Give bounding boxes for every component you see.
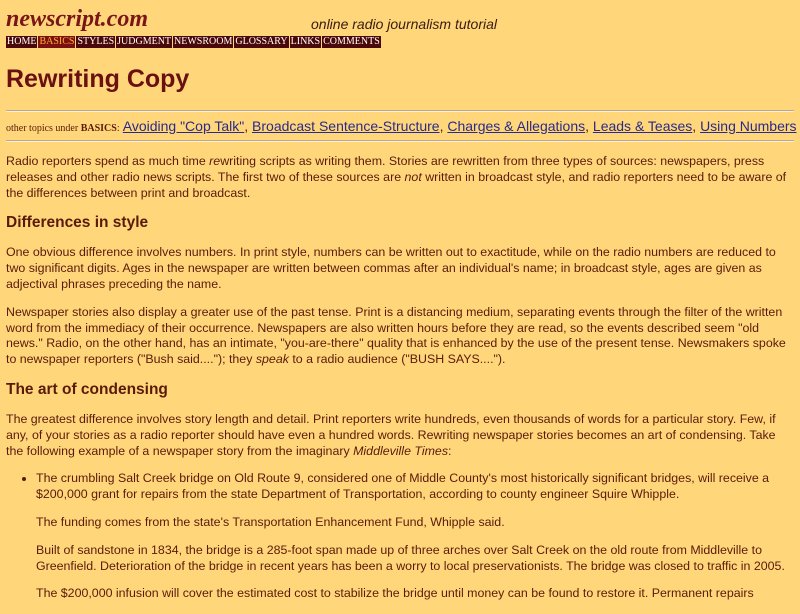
topic-link-charges-allegations[interactable]: Charges & Allegations xyxy=(447,118,586,134)
divider-bottom xyxy=(6,140,794,142)
topics-prefix-colon: : xyxy=(116,123,120,134)
topic-link-leads-teases[interactable]: Leads & Teases xyxy=(592,118,693,134)
numbers-paragraph: One obvious difference involves numbers. In print style, numbers can be written out to exactitude, while on the radio numbers are reduced to two significant digits. Ages in the newspaper are written between commas after an individual's name; in broadcast style, ages are given as adjectival phrases preceding the name. xyxy=(6,245,776,291)
related-topics: other topics under BASICS: Avoiding "Cop Talk", Broadcast Sentence-Structure, Charges & Allegations, Leads & Teases, Using Numbers xyxy=(6,118,797,134)
page-title: Rewriting Copy xyxy=(6,65,190,93)
intro-text-a: Radio reporters spend as much time xyxy=(6,154,210,168)
tense-text-a: Newspaper stories also display a greater use of the past tense. Print is a distancing medium, separating events through the filter of the written word from the immediacy of their occurrence. Newspapers are also written hours before they are read, so the events described seem "old news." Radio, on the other hand, has an intimate, "you-are-there" quality that is enhanced by the use of the present tense. Newsmakers spoke to newspaper reporters ("Bush said...."); they xyxy=(6,304,786,367)
condensing-text-b: : xyxy=(448,443,452,458)
site-logo[interactable]: newscript.com xyxy=(6,6,148,32)
tense-emphasis-speak: speak xyxy=(255,352,289,367)
nav-comments[interactable]: COMMENTS xyxy=(323,36,380,47)
example-story-list xyxy=(6,471,796,602)
topics-prefix xyxy=(6,123,120,134)
tense-paragraph xyxy=(6,305,796,368)
tense-text-b: to a radio audience ("BUSH SAYS...."). xyxy=(288,352,506,367)
condensing-text-a: The greatest difference involves story length and detail. Print reporters write hundreds, even thousands of words for a particular story. Few, if any, of your stories as a radio reporter should have even a hundred words. Rewriting newspaper stories becomes an art of condensing. Take the following example of a newspaper story from the imaginary xyxy=(6,411,776,458)
intro-text-b: writing scripts as writing them. Stories are rewritten from three types of sources: newspapers, press releases and other radio news scripts. The first two of these sources are xyxy=(6,154,765,184)
masthead xyxy=(6,6,796,32)
article-body xyxy=(6,154,796,614)
intro-paragraph xyxy=(6,154,796,201)
nav-styles[interactable]: STYLES xyxy=(77,36,115,47)
intro-emphasis-re: re xyxy=(209,154,221,168)
example-story-paragraph-4: The $200,000 infusion will cover the estimated cost to stabilize the bridge until money can be found to restore it. Permanent repairs xyxy=(36,586,754,601)
newspaper-name: Middleville Times xyxy=(353,443,449,458)
example-story-paragraph-1: • The crumbling Salt Creek bridge on Old Route 9, considered one of Middle County's most historically significant bridges, will receive a $200,000 grant for repairs from the state Department of Transportation, according to county engineer Squire Whipple. xyxy=(36,471,770,502)
topic-link-using-numbers[interactable]: Using Numbers xyxy=(700,118,797,134)
nav-judgment[interactable]: JUDGMENT xyxy=(117,36,172,47)
nav-basics[interactable]: BASICS xyxy=(39,36,75,47)
example-story-paragraph-3: Built of sandstone in 1834, the bridge is a 285-foot span made up of three arches over Salt Creek on the old route from Middleville to Greenfield. Deterioration of the bridge in recent years has been a worry to local preservationists. The bridge was closed to traffic in 2005. xyxy=(36,542,785,573)
condensing-paragraph xyxy=(6,412,796,459)
intro-emphasis-not: not xyxy=(404,169,422,184)
example-story-paragraph-2: The funding comes from the state's Transportation Enhancement Fund, Whipple said. xyxy=(36,514,505,529)
heading-art-of-condensing: The art of condensing xyxy=(6,380,168,398)
divider-top xyxy=(6,110,794,112)
heading-differences-in-style: Differences in style xyxy=(6,214,149,232)
topics-section-name: BASICS xyxy=(80,123,117,134)
intro-text-c: written in broadcast style, and radio reporters need to be aware of the differences between print and broadcast. xyxy=(6,169,787,200)
topic-link-sentence-structure[interactable]: Broadcast Sentence-Structure xyxy=(252,118,440,134)
nav-home[interactable]: HOME xyxy=(7,36,37,47)
example-story-item xyxy=(36,471,796,602)
topic-link-cop-talk[interactable]: Avoiding "Cop Talk" xyxy=(122,118,245,134)
nav-links[interactable]: LINKS xyxy=(290,36,321,47)
site-tagline: online radio journalism tutorial xyxy=(311,16,497,32)
nav-newsroom[interactable]: NEWSROOM xyxy=(174,36,233,47)
main-nav xyxy=(6,36,381,48)
nav-glossary[interactable]: GLOSSARY xyxy=(235,36,288,47)
topics-prefix-text: other topics under xyxy=(6,123,79,134)
